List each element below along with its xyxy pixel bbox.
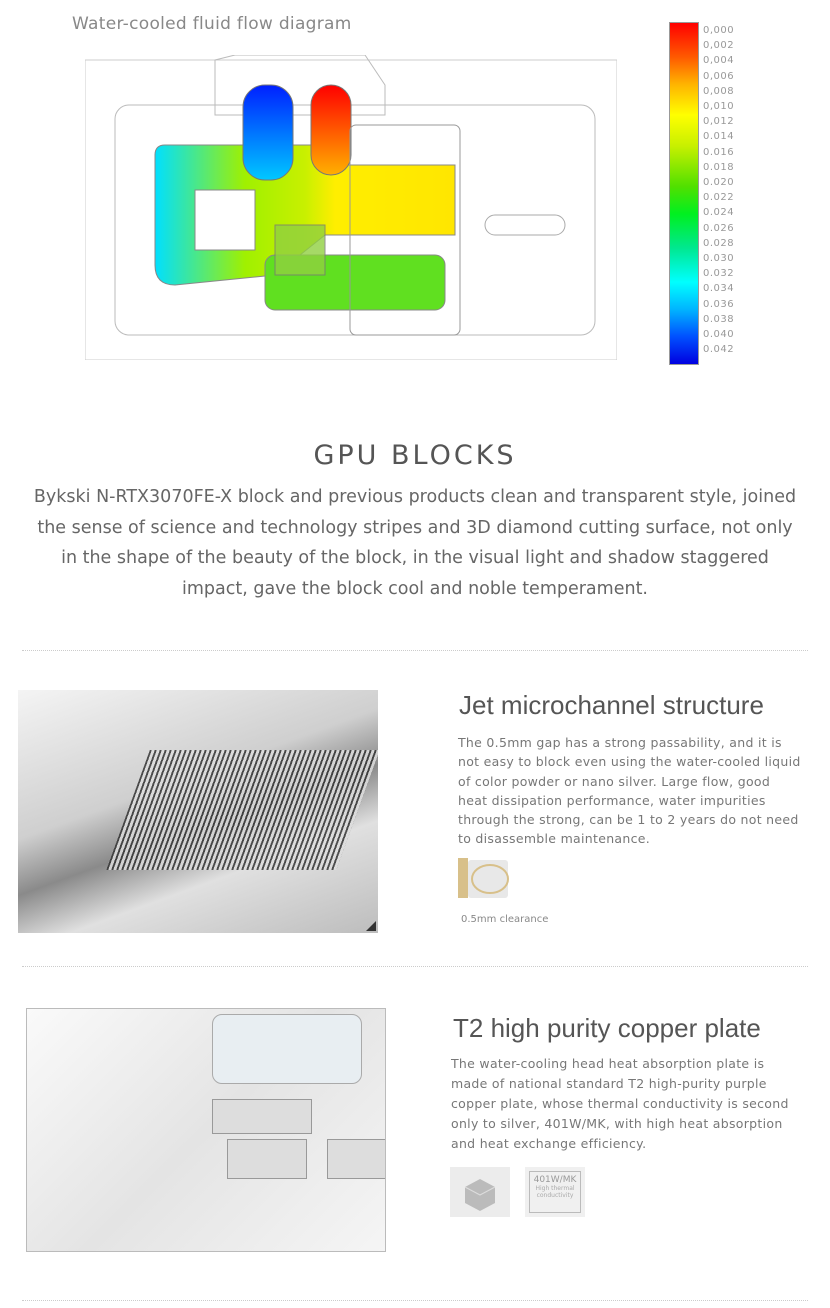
divider — [22, 650, 808, 651]
legend-label: 0.016 — [703, 146, 735, 158]
legend-label: 0,006 — [703, 70, 735, 82]
badge-value: 401W/MK — [533, 1175, 577, 1185]
legend-label: 0.040 — [703, 329, 735, 340]
copper-title: T2 high purity copper plate — [453, 1013, 761, 1043]
legend-label: 0.038 — [703, 313, 735, 325]
clearance-icon — [458, 858, 512, 906]
section-description: Bykski N-RTX3070FE-X block and previous products clean and transparent style, joined the sense of science and technology stripes and 3D diamond cutting surface, not only in the shape of the beauty of the block, in the visual light and shadow staggered impact, gave the block cool and noble temperament. — [33, 487, 797, 599]
legend-label: 0,012 — [703, 116, 735, 128]
legend-label: 0.026 — [703, 222, 735, 234]
legend-label: 0.018 — [703, 161, 735, 173]
legend-label: 0.034 — [703, 283, 735, 295]
legend-label: 0,000 — [703, 25, 735, 36]
section-title: GPU BLOCKS — [313, 440, 517, 471]
cube-icon — [450, 1167, 510, 1217]
badge-label: High thermal conductivity — [535, 1185, 575, 1199]
copper-plate-photo — [26, 1008, 386, 1252]
legend-label: 0.024 — [703, 207, 735, 219]
legend-label: 0.020 — [703, 177, 735, 188]
legend-label: 0.022 — [703, 192, 735, 204]
legend-label: 0,010 — [703, 101, 735, 112]
jet-title: Jet microchannel structure — [459, 690, 764, 720]
legend-label: 0.042 — [703, 344, 735, 356]
divider — [22, 1300, 808, 1301]
jet-body: The 0.5mm gap has a strong passability, and it is not easy to block even using the water-cooled liquid of color powder or nano silver. Large flow, good heat dissipation performance, water impurities through the strong, can be 1 to 2 years do not need to disassemble maintenance. — [458, 735, 801, 847]
thermal-badge — [525, 1167, 585, 1217]
legend-label: 0.032 — [703, 268, 735, 280]
legend-label: 0.028 — [703, 237, 735, 249]
microchannel-photo — [18, 690, 378, 933]
legend-label: 0,002 — [703, 40, 735, 52]
legend-label: 0.030 — [703, 253, 735, 264]
legend-label: 0.014 — [703, 131, 735, 143]
copper-body: The water-cooling head heat absorption plate is made of national standard T2 high-purity purple copper plate, whose thermal conductivity is second only to silver, 401W/MK, with high heat absorption and heat exchange efficiency. — [451, 1056, 789, 1151]
legend-label: 0.036 — [703, 298, 735, 310]
legend-label: 0,008 — [703, 85, 735, 97]
color-scale-legend — [669, 22, 699, 365]
clearance-caption: 0.5mm clearance — [461, 914, 549, 925]
diagram-title: Water-cooled fluid flow diagram — [72, 14, 352, 34]
legend-label: 0,004 — [703, 55, 735, 67]
fluid-flow-diagram — [85, 55, 617, 360]
divider — [22, 966, 808, 967]
